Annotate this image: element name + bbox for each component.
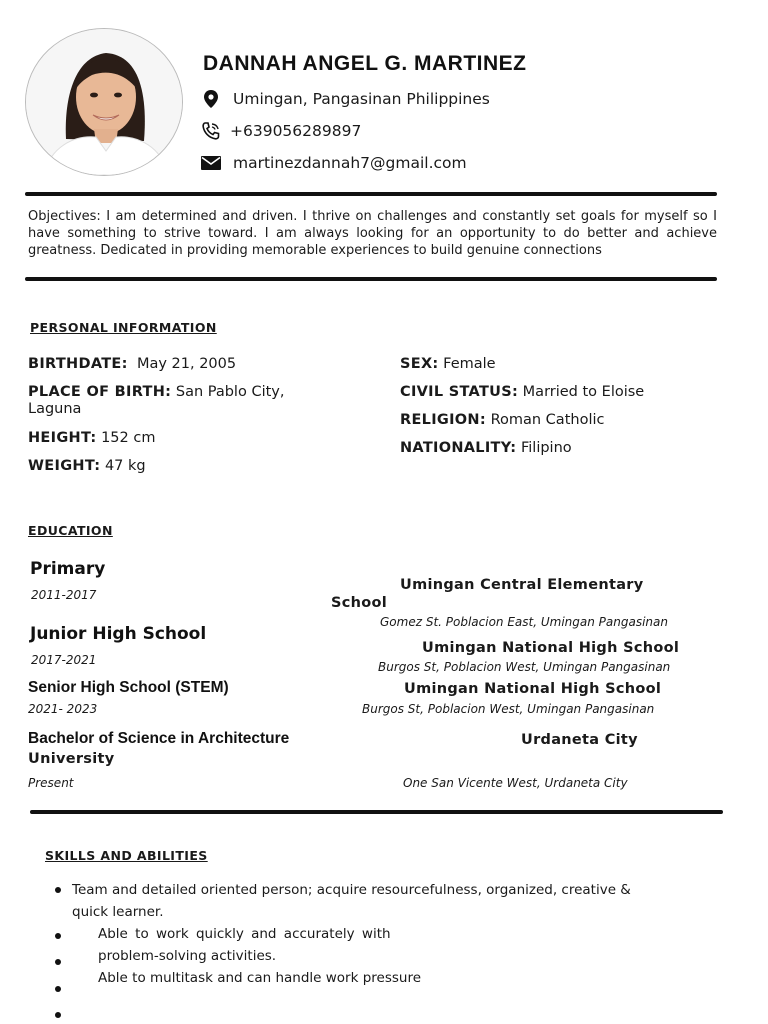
header-divider <box>25 192 717 196</box>
college-address: One San Vicente West, Urdaneta City <box>403 776 628 790</box>
college-school-name-2: University <box>28 751 115 767</box>
birthdate-label: BIRTHDATE: <box>28 356 128 372</box>
nationality-value: Filipino <box>520 440 572 456</box>
college-school-name: Urdaneta City <box>521 732 638 748</box>
skills-heading: SKILLS AND ABILITIES <box>45 848 208 863</box>
weight-label: WEIGHT: <box>28 458 101 474</box>
shs-level: Senior High School (STEM) <box>28 679 229 696</box>
skill-item-1-cont: quick learner. <box>72 904 164 920</box>
religion-label: RELIGION: <box>400 412 486 428</box>
envelope-icon <box>200 153 222 173</box>
skill-bullet-4 <box>55 986 61 992</box>
skill-bullet-1 <box>55 887 61 893</box>
objectives-text: Objectives: I am determined and driven. I thrive on challenges and constantly set goals for myself so I have something to strive toward. I am always looking for an opportunity to do better and achieve greatness. Dedicated in providing memorable experiences to build genuine connections <box>28 209 717 258</box>
shs-school-name: Umingan National High School <box>404 681 662 697</box>
jhs-level: Junior High School <box>30 624 207 644</box>
jhs-school-address: Burgos St, Poblacion West, Umingan Pangasinan <box>378 660 671 674</box>
sex-row <box>400 356 496 373</box>
birthdate-row <box>28 356 236 373</box>
civil-status-label: CIVIL STATUS: <box>400 384 519 400</box>
skill-item-1: Team and detailed oriented person; acquire resourcefulness, organized, creative & <box>72 882 631 898</box>
email-text: martinezdannah7@gmail.com <box>233 154 467 172</box>
place-of-birth-row <box>28 384 328 418</box>
jhs-school-name: Umingan National High School <box>422 640 680 656</box>
map-pin-icon <box>200 89 222 109</box>
place-of-birth-value-2: Laguna <box>28 401 82 417</box>
religion-row <box>400 412 604 429</box>
skill-item-2: Able to work quickly and accurately with <box>98 926 391 942</box>
skill-bullet-5 <box>55 1012 61 1018</box>
nationality-label: NATIONALITY: <box>400 440 517 456</box>
skill-item-3: Able to multitask and can handle work pressure <box>98 970 422 986</box>
primary-school-name: Umingan Central Elementary <box>400 577 644 593</box>
height-value: 152 cm <box>101 430 156 446</box>
skill-item-2-cont: problem-solving activities. <box>98 948 277 964</box>
civil-status-value: Married to Eloise <box>522 384 645 400</box>
objectives-divider <box>25 277 717 281</box>
jhs-years: 2017-2021 <box>31 653 97 667</box>
college-level: Bachelor of Science in Architecture <box>28 730 290 747</box>
weight-value: 47 kg <box>104 458 146 474</box>
place-of-birth-label: PLACE OF BIRTH: <box>28 384 172 400</box>
profile-photo <box>25 28 183 176</box>
full-name: DANNAH ANGEL G. MARTINEZ <box>203 52 527 75</box>
email-row <box>200 151 467 175</box>
location-text: Umingan, Pangasinan Philippines <box>233 90 490 108</box>
primary-level: Primary <box>30 559 106 579</box>
weight-row <box>28 458 146 475</box>
college-years: Present <box>28 776 74 790</box>
skill-bullet-3 <box>55 959 61 965</box>
personal-info-heading: PERSONAL INFORMATION <box>30 320 217 335</box>
nationality-row <box>400 440 572 457</box>
skill-bullet-2 <box>55 933 61 939</box>
sex-label: SEX: <box>400 356 439 372</box>
phone-text: +639056289897 <box>230 122 362 140</box>
phone-icon <box>200 121 222 141</box>
education-divider <box>30 810 723 814</box>
location-row <box>200 87 490 111</box>
primary-years: 2011-2017 <box>31 588 97 602</box>
civil-status-row <box>400 384 644 401</box>
height-row <box>28 430 155 447</box>
shs-years: 2021- 2023 <box>28 702 98 716</box>
primary-school-name-2: School <box>331 595 388 611</box>
phone-row <box>200 119 361 143</box>
primary-school-address: Gomez St. Poblacion East, Umingan Pangasinan <box>380 615 668 629</box>
education-heading: EDUCATION <box>28 523 113 538</box>
height-label: HEIGHT: <box>28 430 97 446</box>
birthdate-value: May 21, 2005 <box>136 356 237 372</box>
religion-value: Roman Catholic <box>490 412 605 428</box>
sex-value: Female <box>443 356 496 372</box>
place-of-birth-value: San Pablo City, <box>175 384 285 400</box>
shs-school-address: Burgos St, Poblacion West, Umingan Pangasinan <box>362 702 655 716</box>
